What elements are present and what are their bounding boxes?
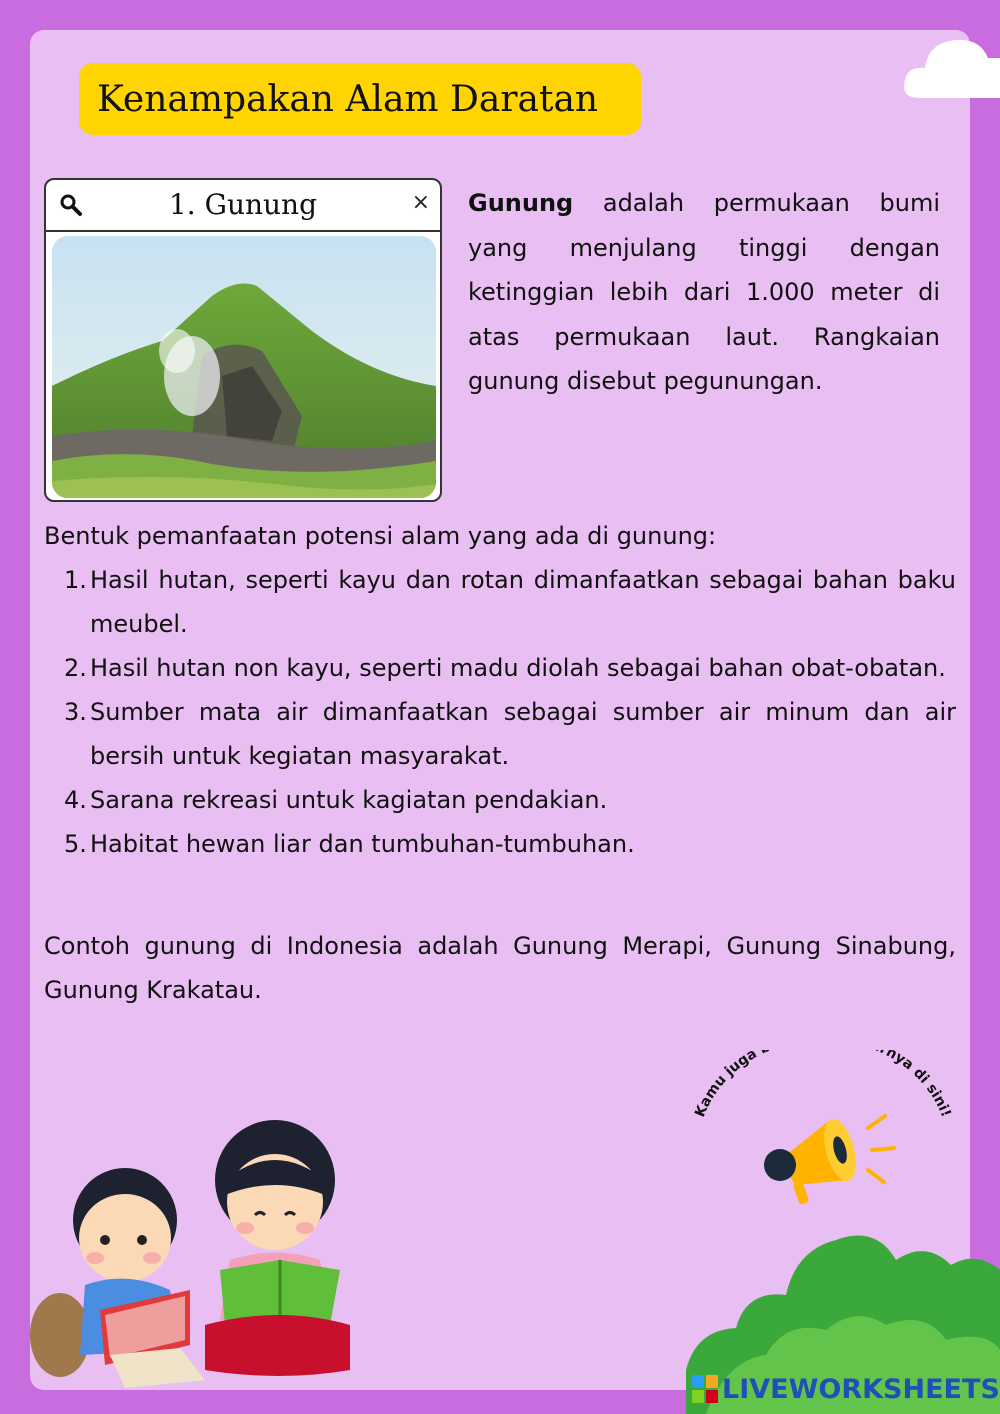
megaphone-icon — [764, 1115, 894, 1205]
intro-definition: adalah permukaan bumi yang menjulang tinggi dengan ketinggian lebih dari 1.000 meter di atas permukaan laut. Rangkaian gunung disebut pegunungan. — [468, 189, 940, 395]
search-bar[interactable] — [46, 180, 440, 232]
list-item — [44, 778, 956, 822]
audio-badge-art — [680, 1050, 970, 1220]
page-title-banner — [79, 63, 641, 135]
list-item-number: 3. — [64, 698, 87, 726]
search-card — [44, 178, 442, 502]
page-title: Kenampakan Alam Daratan — [97, 78, 599, 120]
examples-paragraph: Contoh gunung di Indonesia adalah Gunung Merapi, Gunung Sinabung, Gunung Krakatau. — [44, 932, 956, 1004]
mountain-illustration — [52, 236, 436, 498]
svg-text:Kamu juga bisa mendengarnya di — [692, 1050, 954, 1119]
list-item-number: 1. — [64, 566, 87, 594]
liveworksheets-logo — [692, 1375, 718, 1403]
list-item-number: 2. — [64, 654, 87, 682]
audio-badge[interactable] — [680, 1050, 970, 1220]
list-item-text: Sumber mata air dimanfaatkan sebagai sumber air minum dan air bersih untuk kegiatan masyarakat. — [90, 698, 956, 770]
list-item-text: Hasil hutan, seperti kayu dan rotan dimanfaatkan sebagai bahan baku meubel. — [90, 566, 956, 638]
list-item — [44, 822, 956, 866]
mountain-photo — [52, 236, 436, 498]
intro-term: Gunung — [468, 189, 574, 217]
list-item — [44, 646, 956, 690]
close-icon[interactable]: × — [411, 190, 430, 215]
cloud-decoration — [900, 18, 1000, 108]
audio-badge-caption: Kamu juga nya di sini! — [692, 1050, 954, 1120]
brand-footer[interactable] — [692, 1372, 1000, 1406]
intro-paragraph — [468, 181, 940, 404]
list-item-text: Sarana rekreasi untuk kagiatan pendakian. — [90, 786, 608, 814]
search-query: 1. Gunung — [168, 188, 318, 221]
list-item-number: 5. — [64, 830, 87, 858]
brand-name: LIVEWORKSHEETS — [722, 1373, 1000, 1405]
benefits-list — [44, 558, 956, 866]
list-item — [44, 690, 956, 778]
benefits-lead: Bentuk pemanfaatan potensi alam yang ada di gunung: — [44, 522, 717, 550]
list-item-number: 4. — [64, 786, 87, 814]
reading-kids-illustration — [30, 1120, 360, 1390]
list-item — [44, 558, 956, 646]
list-item-text: Habitat hewan liar dan tumbuhan-tumbuhan. — [90, 830, 635, 858]
list-item-text: Hasil hutan non kayu, seperti madu diolah sebagai bahan obat-obatan. — [90, 654, 946, 682]
